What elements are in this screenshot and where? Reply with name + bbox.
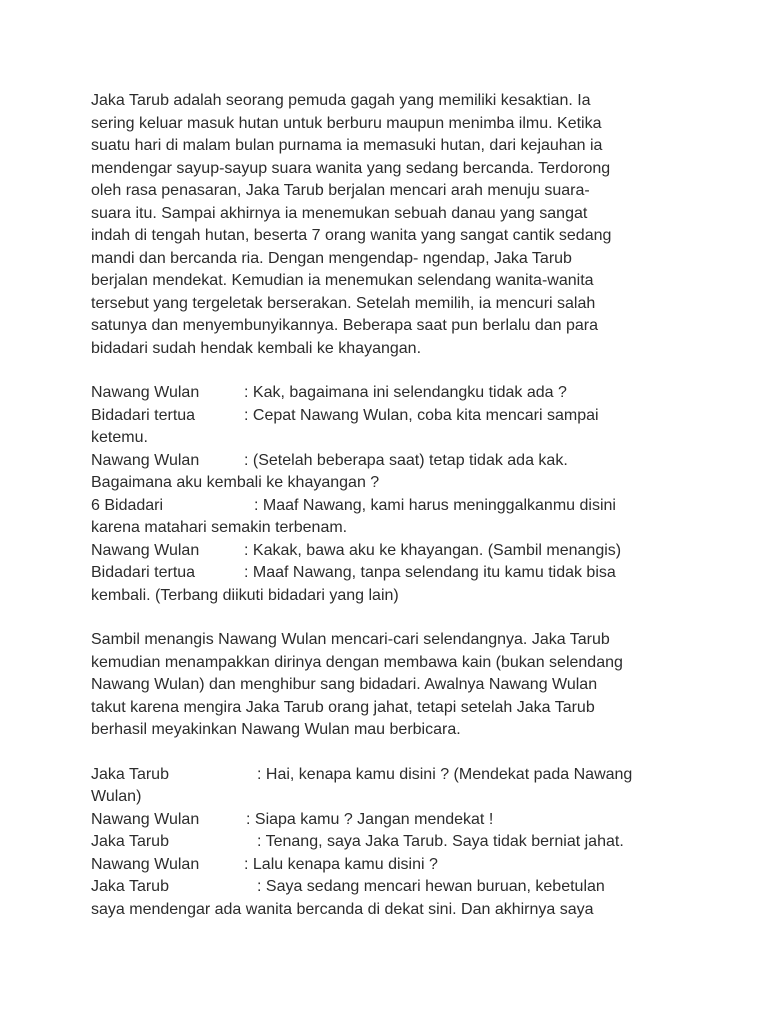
dialog-text: : Saya sedang mencari hewan buruan, kebetulan saya mendengar ada wanita bercanda di dekat sini. Dan akhirnya saya [91, 878, 605, 918]
dialog-speaker: Bidadari tertua [91, 564, 196, 581]
paragraph-intro: Jaka Tarub adalah seorang pemuda gagah yang memiliki kesaktian. Ia sering keluar masuk hutan untuk berburu maupun menimba ilmu. Ketika suatu hari di malam bulan purnama ia memasuki hutan, dari kejauhan ia mendengar sayup-sayup suara wanita yang sedang bercanda. Terdorong oleh rasa penasaran, Jaka Tarub berjalan mencari arah menuju suara- suara itu. Sampai akhirnya ia menemukan sebuah danau yang sangat indah di tengah hutan, beserta 7 orang wanita yang sangat cantik sedang mandi dan bercanda ria. Dengan mengendap- ngendap, Jaka Tarub berjalan mendekat. Kemudian ia menemukan selendang wanita-wanita tersebut yang tergeletak berserakan. Setelah memilih, ia mencuri salah satunya dan menyembunyikannya. Beberapa saat pun berlalu dan para bidadari sudah hendak kembali ke khayangan. [91, 92, 612, 357]
dialog-speaker: Jaka Tarub [91, 833, 169, 850]
document-body [91, 90, 691, 943]
dialog-speaker: Jaka Tarub [91, 765, 169, 783]
dialog-text: : Maaf Nawang, kami harus meninggalkanmu disini karena matahari semakin terbenam. [91, 496, 616, 536]
dialog-block-jaka-tarub [91, 764, 691, 922]
dialog-line [91, 809, 691, 832]
dialog-text: : Hai, kenapa kamu disini ? (Mendekat pada Nawang Wulan) [91, 765, 633, 805]
dialog-line [91, 495, 691, 540]
dialog-text: : Siapa kamu ? Jangan mendekat ! [246, 810, 494, 828]
dialog-line [91, 540, 691, 563]
dialog-line [91, 450, 691, 495]
dialog-text: : (Setelah beberapa saat) tetap tidak ada kak. Bagaimana aku kembali ke khayangan ? [91, 451, 568, 491]
dialog-line [91, 562, 691, 607]
dialog-speaker: Nawang Wulan [91, 541, 200, 559]
dialog-speaker: Nawang Wulan [91, 810, 200, 828]
dialog-line [91, 382, 691, 405]
dialog-speaker: Bidadari tertua [91, 406, 196, 424]
dialog-line [91, 831, 691, 854]
dialog-text: : Tenang, saya Jaka Tarub. Saya tidak berniat jahat. [257, 833, 624, 850]
dialog-text: : Maaf Nawang, tanpa selendang itu kamu tidak bisa kembali. (Terbang diikuti bidadari yang lain) [91, 564, 616, 604]
dialog-text: : Lalu kenapa kamu disini ? [244, 855, 438, 873]
dialog-line [91, 854, 691, 877]
dialog-text: : Cepat Nawang Wulan, coba kita mencari sampai ketemu. [91, 406, 599, 446]
paragraph-narration: Sambil menangis Nawang Wulan mencari-cari selendangnya. Jaka Tarub kemudian menampakkan dirinya dengan membawa kain (bukan selendang Nawang Wulan) dan menghibur sang bidadari. Awalnya Nawang Wulan takut karena mengira Jaka Tarub orang jahat, tetapi setelah Jaka Tarub berhasil meyakinkan Nawang Wulan mau berbicara. [91, 631, 623, 738]
dialog-line [91, 876, 691, 921]
dialog-speaker: Nawang Wulan [91, 451, 200, 469]
dialog-line [91, 764, 691, 809]
dialog-speaker: 6 Bidadari [91, 496, 164, 514]
dialog-speaker: Nawang Wulan [91, 384, 200, 401]
dialog-text: : Kak, bagaimana ini selendangku tidak ada ? [244, 384, 567, 401]
dialog-speaker: Nawang Wulan [91, 855, 200, 873]
dialog-text: : Kakak, bawa aku ke khayangan. (Sambil menangis) [244, 541, 622, 559]
dialog-block-bidadari [91, 382, 691, 607]
dialog-line [91, 405, 691, 450]
dialog-speaker: Jaka Tarub [91, 878, 169, 895]
